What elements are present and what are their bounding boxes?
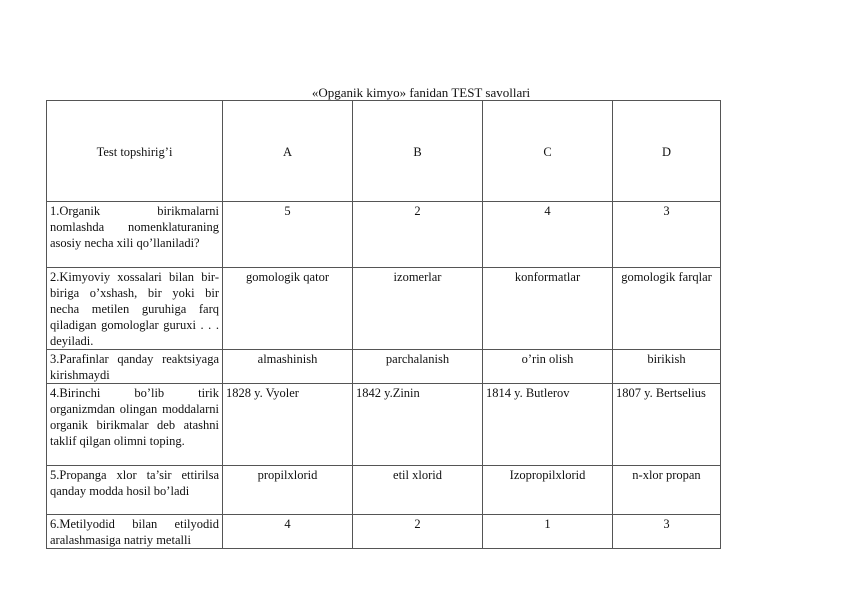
answer-d: 1807 y. Bertselius <box>613 384 721 466</box>
header-d: D <box>613 101 721 202</box>
answer-d: 3 <box>613 515 721 549</box>
page-title: «Opganik kimyo» fanidan TEST savollari <box>311 85 531 100</box>
table-row <box>47 466 721 515</box>
answer-a: 1828 y. Vyoler <box>223 384 353 466</box>
question-cell: 3.Parafinlar qanday reaktsiyaga kirishmaydi <box>47 350 223 384</box>
answer-a: gomologik qator <box>223 268 353 350</box>
table-row <box>47 268 721 350</box>
header-question: Test topshirig’i <box>47 101 223 202</box>
question-cell: 4.Birinchi bo’lib tirik organizmdan olingan moddalarni organik birikmalar deb atashni taklif qilgan olimni toping. <box>47 384 223 466</box>
table-row <box>47 350 721 384</box>
answer-d: gomologik farqlar <box>613 268 721 350</box>
answer-a: almashinish <box>223 350 353 384</box>
answer-d: 3 <box>613 202 721 268</box>
answer-a: 4 <box>223 515 353 549</box>
table-row <box>47 384 721 466</box>
test-table <box>46 100 721 549</box>
answer-d: birikish <box>613 350 721 384</box>
table-row <box>47 202 721 268</box>
answer-b: parchalanish <box>353 350 483 384</box>
answer-c: o’rin olish <box>483 350 613 384</box>
answer-b: 2 <box>353 515 483 549</box>
question-cell: 2.Kimyoviy xossalari bilan bir-biriga o’xshash, bir yoki bir necha metilen guruhiga farq qiladigan gomologlar guruxi . . . deyiladi. <box>47 268 223 350</box>
header-b: B <box>353 101 483 202</box>
answer-b: 1842 y.Zinin <box>353 384 483 466</box>
answer-b: izomerlar <box>353 268 483 350</box>
answer-d: n-xlor propan <box>613 466 721 515</box>
question-cell: 6.Metilyodid bilan etilyodid aralashmasiga natriy metalli <box>47 515 223 549</box>
table-header-row <box>47 101 721 202</box>
answer-a: 5 <box>223 202 353 268</box>
answer-b: etil xlorid <box>353 466 483 515</box>
answer-c: 1814 y. Butlerov <box>483 384 613 466</box>
header-a: A <box>223 101 353 202</box>
answer-b: 2 <box>353 202 483 268</box>
table-row <box>47 515 721 549</box>
answer-c: 1 <box>483 515 613 549</box>
question-cell: 1.Organik birikmalarni nomlashda nomenklaturaning asosiy necha xili qo’llaniladi? <box>47 202 223 268</box>
answer-c: 4 <box>483 202 613 268</box>
header-c: C <box>483 101 613 202</box>
answer-a: propilxlorid <box>223 466 353 515</box>
answer-c: Izopropilxlorid <box>483 466 613 515</box>
answer-c: konformatlar <box>483 268 613 350</box>
question-cell: 5.Propanga xlor ta’sir ettirilsa qanday modda hosil bo’ladi <box>47 466 223 515</box>
